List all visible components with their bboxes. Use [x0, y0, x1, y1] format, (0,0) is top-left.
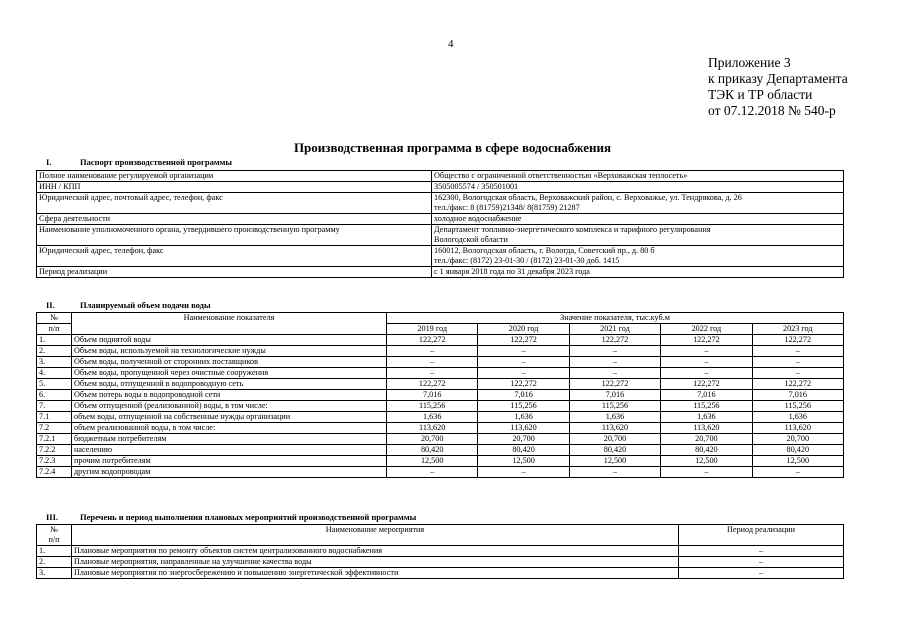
table-row — [37, 568, 844, 579]
row-value: – — [478, 368, 569, 379]
row-value: 122,272 — [569, 335, 660, 346]
row-value: 122,272 — [752, 379, 843, 390]
row-value: – — [569, 368, 660, 379]
table-row — [37, 225, 844, 246]
table-row — [37, 246, 844, 267]
row-value: – — [478, 346, 569, 357]
row-period: – — [679, 557, 844, 568]
row-number: 7.2 — [37, 423, 72, 434]
passport-label: Юридический адрес, почтовый адрес, телефон, факс — [37, 193, 432, 214]
row-number: 7.2.3 — [37, 456, 72, 467]
row-number: 7.2.4 — [37, 467, 72, 478]
row-value: 122,272 — [478, 379, 569, 390]
row-value: 12,500 — [661, 456, 752, 467]
row-value: 20,700 — [661, 434, 752, 445]
row-value: 80,420 — [661, 445, 752, 456]
passport-value-line: 3505005574 / 350501001 — [434, 182, 519, 191]
passport-label: Сфера деятельности — [37, 214, 432, 225]
row-number: 1. — [37, 546, 72, 557]
row-value: 115,256 — [661, 401, 752, 412]
table-row — [37, 390, 844, 401]
passport-value-line: с 1 января 2018 года по 31 декабря 2023 года — [434, 267, 590, 276]
row-value: – — [661, 467, 752, 478]
measures-table — [36, 524, 844, 579]
col-header-values: Значение показателя, тыс.куб.м — [387, 313, 844, 324]
section3-number: III. — [46, 512, 59, 522]
row-number: 7.1 — [37, 412, 72, 423]
row-value: – — [661, 357, 752, 368]
section2-heading — [36, 300, 211, 310]
passport-value — [432, 182, 844, 193]
table-row — [37, 379, 844, 390]
row-value: – — [752, 357, 843, 368]
row-value: – — [569, 467, 660, 478]
col-header-no-text: № — [50, 525, 58, 534]
row-value: 122,272 — [387, 379, 478, 390]
passport-table — [36, 170, 844, 278]
passport-value-line: Общество с ограниченной ответственностью «Верховажская теплосеть» — [434, 171, 688, 180]
row-period: – — [679, 546, 844, 557]
row-name: прочим потребителям — [72, 456, 387, 467]
appendix-line: ТЭК и ТР области — [708, 87, 813, 102]
section3-title: Перечень и период выполнения плановых мероприятий производственной программы — [80, 512, 417, 522]
row-value: – — [661, 346, 752, 357]
row-value: – — [478, 467, 569, 478]
row-name: населению — [72, 445, 387, 456]
row-value: 12,500 — [387, 456, 478, 467]
row-value: 115,256 — [387, 401, 478, 412]
row-number: 7. — [37, 401, 72, 412]
row-value: – — [661, 368, 752, 379]
water-volume-table — [36, 312, 844, 478]
passport-value — [432, 225, 844, 246]
row-number: 7.2.1 — [37, 434, 72, 445]
row-value: – — [569, 346, 660, 357]
table-row — [37, 171, 844, 182]
row-value: – — [387, 467, 478, 478]
row-value: 1,636 — [661, 412, 752, 423]
row-name: Плановые мероприятия, направленные на улучшение качества воды — [72, 557, 679, 568]
row-value: 113,620 — [478, 423, 569, 434]
row-number: 7.2.2 — [37, 445, 72, 456]
passport-value-line: Вологодской области — [434, 235, 508, 244]
col-header-name: Наименование мероприятия — [72, 525, 679, 546]
col-header-year: 2019 год — [387, 324, 478, 335]
row-value: – — [478, 357, 569, 368]
passport-value — [432, 246, 844, 267]
col-header-year: 2023 год — [752, 324, 843, 335]
row-name: Объем воды, используемой на технологические нужды — [72, 346, 387, 357]
page-number: 4 — [448, 38, 454, 50]
table-row — [37, 445, 844, 456]
row-number: 1. — [37, 335, 72, 346]
row-value: 113,620 — [387, 423, 478, 434]
row-value: 80,420 — [752, 445, 843, 456]
row-value: 115,256 — [478, 401, 569, 412]
row-value: 7,016 — [387, 390, 478, 401]
passport-value-line: тел./факс: (8172) 23-01-30 / (8172) 23-01-30 доб. 1415 — [434, 256, 620, 265]
section3-heading — [36, 512, 416, 522]
row-number: 3. — [37, 357, 72, 368]
passport-value-line: 160012, Вологодская область, г. Вологда, Советский пр., д. 80 б — [434, 246, 655, 255]
col-header-name: Наименование показателя — [72, 313, 387, 335]
row-period: – — [679, 568, 844, 579]
table-row — [37, 401, 844, 412]
row-value: – — [752, 467, 843, 478]
passport-label: Период реализации — [37, 267, 432, 278]
row-value: 80,420 — [387, 445, 478, 456]
col-header-year: 2021 год — [569, 324, 660, 335]
col-header-no: № — [37, 313, 72, 324]
row-value: 122,272 — [478, 335, 569, 346]
row-name: Объем поднятой воды — [72, 335, 387, 346]
section1-number: I. — [46, 157, 52, 167]
row-name: Объем воды, полученной от сторонних поставщиков — [72, 357, 387, 368]
row-value: 7,016 — [661, 390, 752, 401]
row-value: 20,700 — [752, 434, 843, 445]
row-value: 122,272 — [569, 379, 660, 390]
row-value: 122,272 — [752, 335, 843, 346]
table-row — [37, 467, 844, 478]
row-name: объем реализованной воды, в том числе: — [72, 423, 387, 434]
col-header-no — [37, 525, 72, 546]
table-row — [37, 368, 844, 379]
col-header-year: 2022 год — [661, 324, 752, 335]
passport-label: Наименование уполномоченного органа, утвердившего производственную программу — [37, 225, 432, 246]
row-value: 1,636 — [569, 412, 660, 423]
passport-value — [432, 267, 844, 278]
appendix-header — [708, 55, 848, 119]
row-value: 113,620 — [661, 423, 752, 434]
col-header-period: Период реализации — [679, 525, 844, 546]
row-value: 20,700 — [387, 434, 478, 445]
appendix-line: к приказу Департамента — [708, 71, 848, 86]
row-value: – — [569, 357, 660, 368]
row-value: 122,272 — [661, 335, 752, 346]
section2-title: Планируемый объем подачи воды — [80, 300, 211, 310]
table-row — [37, 357, 844, 368]
row-value: – — [387, 368, 478, 379]
row-value: 122,272 — [387, 335, 478, 346]
appendix-line: Приложение 3 — [708, 55, 791, 70]
table-row — [37, 193, 844, 214]
col-header-year: 2020 год — [478, 324, 569, 335]
table-header-row — [37, 313, 844, 324]
row-number: 5. — [37, 379, 72, 390]
row-value: – — [387, 357, 478, 368]
document-title: Производственная программа в сфере водоснабжения — [293, 140, 612, 155]
table-row — [37, 546, 844, 557]
col-header-no2-text: п/п — [48, 535, 60, 544]
row-value: 80,420 — [478, 445, 569, 456]
section2-number: II. — [46, 300, 55, 310]
row-name: бюджетным потребителям — [72, 434, 387, 445]
passport-value-line: Департамент топливно-энергетического комплекса и тарифного регулирования — [434, 225, 711, 234]
table-row — [37, 267, 844, 278]
row-name: объем воды, отпущенной на собственные нужды организации — [72, 412, 387, 423]
row-name: Объем воды, пропущенной через очистные сооружения — [72, 368, 387, 379]
row-value: 122,272 — [661, 379, 752, 390]
row-name: Плановые мероприятия по энергосбережению и повышению энергетической эффективности — [72, 568, 679, 579]
row-value: 1,636 — [387, 412, 478, 423]
row-value: 7,016 — [478, 390, 569, 401]
table-row — [37, 182, 844, 193]
table-row — [37, 346, 844, 357]
table-row — [37, 434, 844, 445]
passport-value — [432, 171, 844, 182]
row-value: – — [752, 368, 843, 379]
row-value: 12,500 — [478, 456, 569, 467]
row-number: 2. — [37, 346, 72, 357]
row-name: Объем воды, отпущенной в водопроводную сеть — [72, 379, 387, 390]
passport-value-line: тел./факс: 8 (81759)21348/ 8(81759) 21287 — [434, 203, 580, 212]
section1-heading — [36, 157, 232, 167]
table-header-row — [37, 525, 844, 546]
row-value: 20,700 — [569, 434, 660, 445]
passport-value — [432, 214, 844, 225]
row-value: 115,256 — [752, 401, 843, 412]
row-value: 12,500 — [752, 456, 843, 467]
passport-value-line: 162300, Вологодская область, Верховажский район, с. Верховажье, ул. Тендрякова, д. 26 — [434, 193, 742, 202]
row-value: 12,500 — [569, 456, 660, 467]
row-value: 20,700 — [478, 434, 569, 445]
row-value: – — [387, 346, 478, 357]
table-row — [37, 456, 844, 467]
table-row — [37, 214, 844, 225]
table-row — [37, 335, 844, 346]
passport-value — [432, 193, 844, 214]
row-name: Объем отпущенной (реализованной) воды, в том числе: — [72, 401, 387, 412]
row-name: Объем потерь воды в водопроводной сети — [72, 390, 387, 401]
row-number: 4. — [37, 368, 72, 379]
passport-label: ИНН / КПП — [37, 182, 432, 193]
appendix-line: от 07.12.2018 № 540-р — [708, 103, 836, 118]
col-header-no2: п/п — [37, 324, 72, 335]
row-value: 1,636 — [752, 412, 843, 423]
row-value: 113,620 — [752, 423, 843, 434]
section1-title: Паспорт производственной программы — [80, 157, 233, 167]
row-number: 2. — [37, 557, 72, 568]
row-value: 1,636 — [478, 412, 569, 423]
passport-label: Юридический адрес, телефон, факс — [37, 246, 432, 267]
row-value: 113,620 — [569, 423, 660, 434]
row-name: другим водопроводам — [72, 467, 387, 478]
row-number: 3. — [37, 568, 72, 579]
row-value: 115,256 — [569, 401, 660, 412]
row-value: 80,420 — [569, 445, 660, 456]
table-row — [37, 557, 844, 568]
passport-value-line: холодное водоснабжение — [434, 214, 522, 223]
row-name: Плановые мероприятия по ремонту объектов систем централизованного водоснабжения — [72, 546, 679, 557]
passport-label: Полное наименование регулируемой организации — [37, 171, 432, 182]
row-value: – — [752, 346, 843, 357]
row-number: 6. — [37, 390, 72, 401]
table-row — [37, 423, 844, 434]
row-value: 7,016 — [752, 390, 843, 401]
table-row — [37, 412, 844, 423]
row-value: 7,016 — [569, 390, 660, 401]
